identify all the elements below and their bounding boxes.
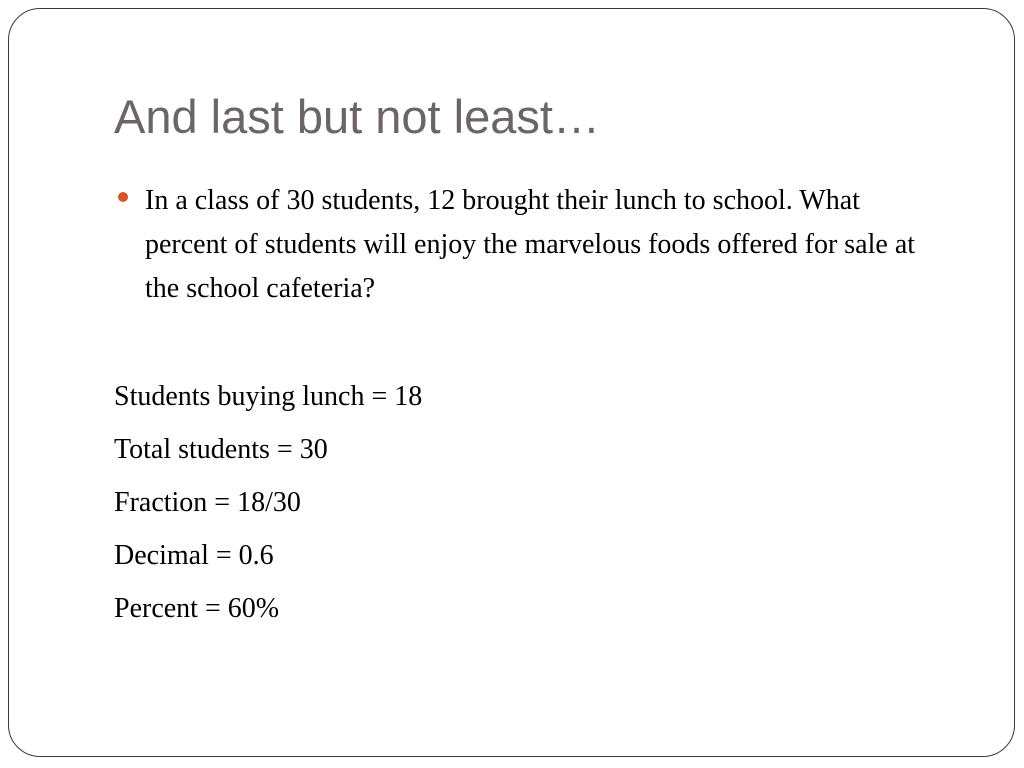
- slide-title: And last but not least…: [114, 90, 600, 143]
- calc-decimal: Decimal = 0.6: [114, 540, 274, 571]
- calculation-list: [114, 370, 422, 635]
- calc-percent: Percent = 60%: [114, 593, 280, 624]
- calc-fraction: Fraction = 18/30: [114, 487, 301, 518]
- calc-students-buying: Students buying lunch = 18: [114, 381, 423, 412]
- calc-total-students: Total students = 30: [114, 434, 328, 465]
- slide-frame: [8, 8, 1015, 757]
- bullet-dot-icon: [118, 192, 128, 202]
- bullet-text: In a class of 30 students, 12 brought their lunch to school. What percent of students will enjoy the marvelous foods offered for sale at the school cafeteria?: [145, 185, 916, 304]
